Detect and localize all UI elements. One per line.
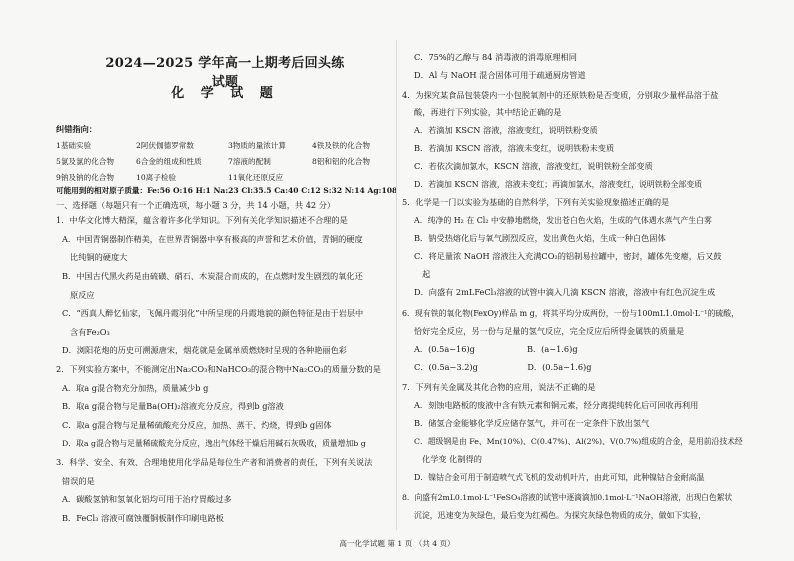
question-line: 恰好完全反应，另一份与足量的氢气反应，完全反应后所得金属铁的质量是 (414, 326, 685, 336)
knowledge-item: 1基础实验 (56, 141, 92, 150)
question-line: A．中国青铜器制作精美，在世界青铜器中享有极高的声誉和艺术价值，青铜的硬度 (62, 234, 363, 244)
question-line: C．将足量浓 NaOH 溶液注入充满CO₂的铝制易拉罐中，密封，罐体先变瘪，后又鼓 (414, 251, 722, 261)
question-line: D．镍钴合金可用于制造喷气式飞机的发动机叶片，由此可知，此种镍钴合金耐高温 (414, 473, 705, 482)
question-line: B．FeCl₃ 溶液可腐蚀覆铜板制作印刷电路板 (62, 513, 224, 523)
exam-title: 2024—2025 学年高一上期考后回头练试题 (105, 56, 345, 90)
question-line: D．浏阳花炮的历史可溯源唐宋，烟花就是金属单质燃烧时呈现的各种艳丽色彩 (62, 345, 347, 355)
question-line: 错误的是 (62, 476, 95, 486)
question-line: B．储氢合金能够化学反应储存氢气，并可在一定条件下放出氢气 (414, 418, 650, 428)
column-divider (396, 40, 397, 530)
question-line: 化学变 化制得的 (422, 454, 482, 464)
exam-subtitle: 化 学 试 题 (171, 86, 279, 101)
question-line: 4．为探究某食品包装袋内一小包脱氧剂中的还原铁粉是否变质，分别取少量样品溶于盐 (402, 90, 719, 100)
question-line: B．取a g混合物与足量Ba(OH)₂溶液充分反应，得到b g溶液 (62, 401, 284, 411)
knowledge-item: 10离子检验 (136, 173, 177, 182)
question-line: C．若依次滴加氯水，KSCN 溶液，溶液变红，说明铁粉全部变质 (414, 161, 653, 171)
question-line: C．取a g混合物与足量稀硫酸充分反应，加热、蒸干、灼烧，得到b g固体 (62, 420, 332, 430)
question-line: C．75%的乙醇与 84 消毒液的消毒原理相同 (414, 52, 577, 62)
knowledge-item: 5氯及氯的化合物 (56, 157, 114, 166)
atomic-masses: 可能用到的相对原子质量：Fe:56 O:16 H:1 Na:23 Cl:35.5 Ca:40 C:12 S:32 N:14 Ag:108 (56, 186, 398, 195)
question-line: B．若滴加 KSCN 溶液，溶液未变红，说明铁粉未变质 (414, 143, 615, 153)
question-line: D．向盛有 2mLFeCl₃溶液的试管中滴入几滴 KSCN 溶液，溶液中有红色沉淀生成 (414, 287, 716, 297)
question-line: C．(0.5a−3.2)g D．(0.5a−1.6)g (414, 362, 592, 372)
question-line: 7．下列有关金属及其化合物的应用，说法不正确的是 (402, 382, 596, 392)
question-line: A．纯净的 H₂ 在 Cl₂ 中安静地燃烧，发出苍白色火焰，生成的气体遇水蒸气产生白雾 (414, 216, 712, 225)
question-line: A．取a g混合物充分加热，质量减少b g (62, 383, 209, 393)
question-line: 8．向盛有2mL0.1mol·L⁻¹FeSO₄溶液的试管中逐滴滴加0.1mol·L⁻¹NaOH溶液，出现白色絮状 (402, 493, 733, 502)
question-line: D．若滴加 KSCN 溶液，溶液未变红；再滴加氯水，溶液变红，说明铁粉全部变质 (414, 180, 703, 189)
question-line: 起 (422, 269, 431, 279)
question-line: 3．科学、安全、有效、合理地使用化学品是每位生产者和消费者的责任，下列有关说法 (56, 457, 373, 467)
question-line: 比纯铜的硬度大 (70, 252, 128, 262)
question-line: A．碳酸氢钠和氢氧化铝均可用于治疗胃酸过多 (62, 494, 232, 504)
knowledge-item: 3物质的量浓计算 (228, 141, 286, 150)
question-line: 酸，再进行下列实验，其中结论正确的是 (414, 107, 562, 117)
question-line: 1．中华文化博大精深，蕴含着许多化学知识。下列有关化学知识描述不合理的是 (56, 215, 348, 225)
question-line: B．钠受热熔化后与氧气剧烈反应，发出黄色火焰，生成一种白色固体 (414, 233, 666, 243)
question-line: 2．下列实验方案中，不能测定出Na₂CO₃和NaHCO₃的混合物中Na₂CO₃的质量分数的是 (56, 364, 381, 374)
section-heading: 一、选择题（每题只有一个正确选项，每小题 3 分，共 14 小题，共 42 分） (56, 200, 336, 210)
knowledge-heading: 纠错指向： (56, 124, 97, 134)
question-line: B．中国古代黑火药是由硫磺、硝石、木炭混合而成的，在点燃时发生剧烈的氧化还 (62, 271, 363, 281)
question-line: 5．化学是一门以实验为基础的自然科学，下列有关实验现象描述正确的是 (402, 197, 670, 207)
question-line: D．取a g混合物与足量稀硫酸充分反应，逸出气体经干燥后用碱石灰吸收，质量增加b g (62, 439, 366, 448)
knowledge-item: 9钠及钠的化合物 (56, 173, 114, 182)
question-line: 含有Fe₂O₃ (70, 327, 110, 337)
question-line: D．Al 与 NaOH 混合固体可用于疏通厨房管道 (414, 70, 586, 80)
knowledge-item: 7溶液的配制 (228, 157, 271, 166)
question-line: 6．现有铁的氧化物(FexOy)样品 m g，将其平均分成两份，一份与100mL1.0mol·L⁻¹的硫酸， (402, 309, 740, 318)
question-line: 沉淀，迅速变为灰绿色，最后变为红褐色。为探究灰绿色物质的成分，做如下实验， (414, 511, 706, 520)
question-line: A．若滴加 KSCN 溶液，溶液变红，说明铁粉变质 (414, 125, 598, 135)
question-line: A．刻蚀电路板的废液中含有铁元素和铜元素，经分离提纯转化后可回收再利用 (414, 400, 699, 410)
knowledge-item: 2阿伏伽德罗常数 (136, 141, 194, 150)
question-line: C．“西真人醉忆仙家，飞佩丹霞羽化”中所呈现的丹霞地貌的颜色特征是由于岩层中 (62, 308, 364, 318)
page-footer: 高一化学试题 第 1 页 （共 4 页） (339, 539, 455, 548)
knowledge-item: 4铁及铁的化合物 (312, 141, 370, 150)
question-line: A．(0.5a−16)g B．(a−1.6)g (414, 344, 578, 354)
question-line: C．超级钢是由 Fe、Mn(10%)、C(0.47%)、Al(2%)、V(0.7%)组成的合金，是用前沿技术经 (414, 437, 743, 446)
question-line: 原反应 (70, 290, 95, 300)
knowledge-item: 11氧化还原反应 (228, 173, 284, 182)
knowledge-item: 6合金的组成和性质 (136, 157, 202, 166)
knowledge-item: 8铝和铝的化合物 (312, 157, 370, 166)
